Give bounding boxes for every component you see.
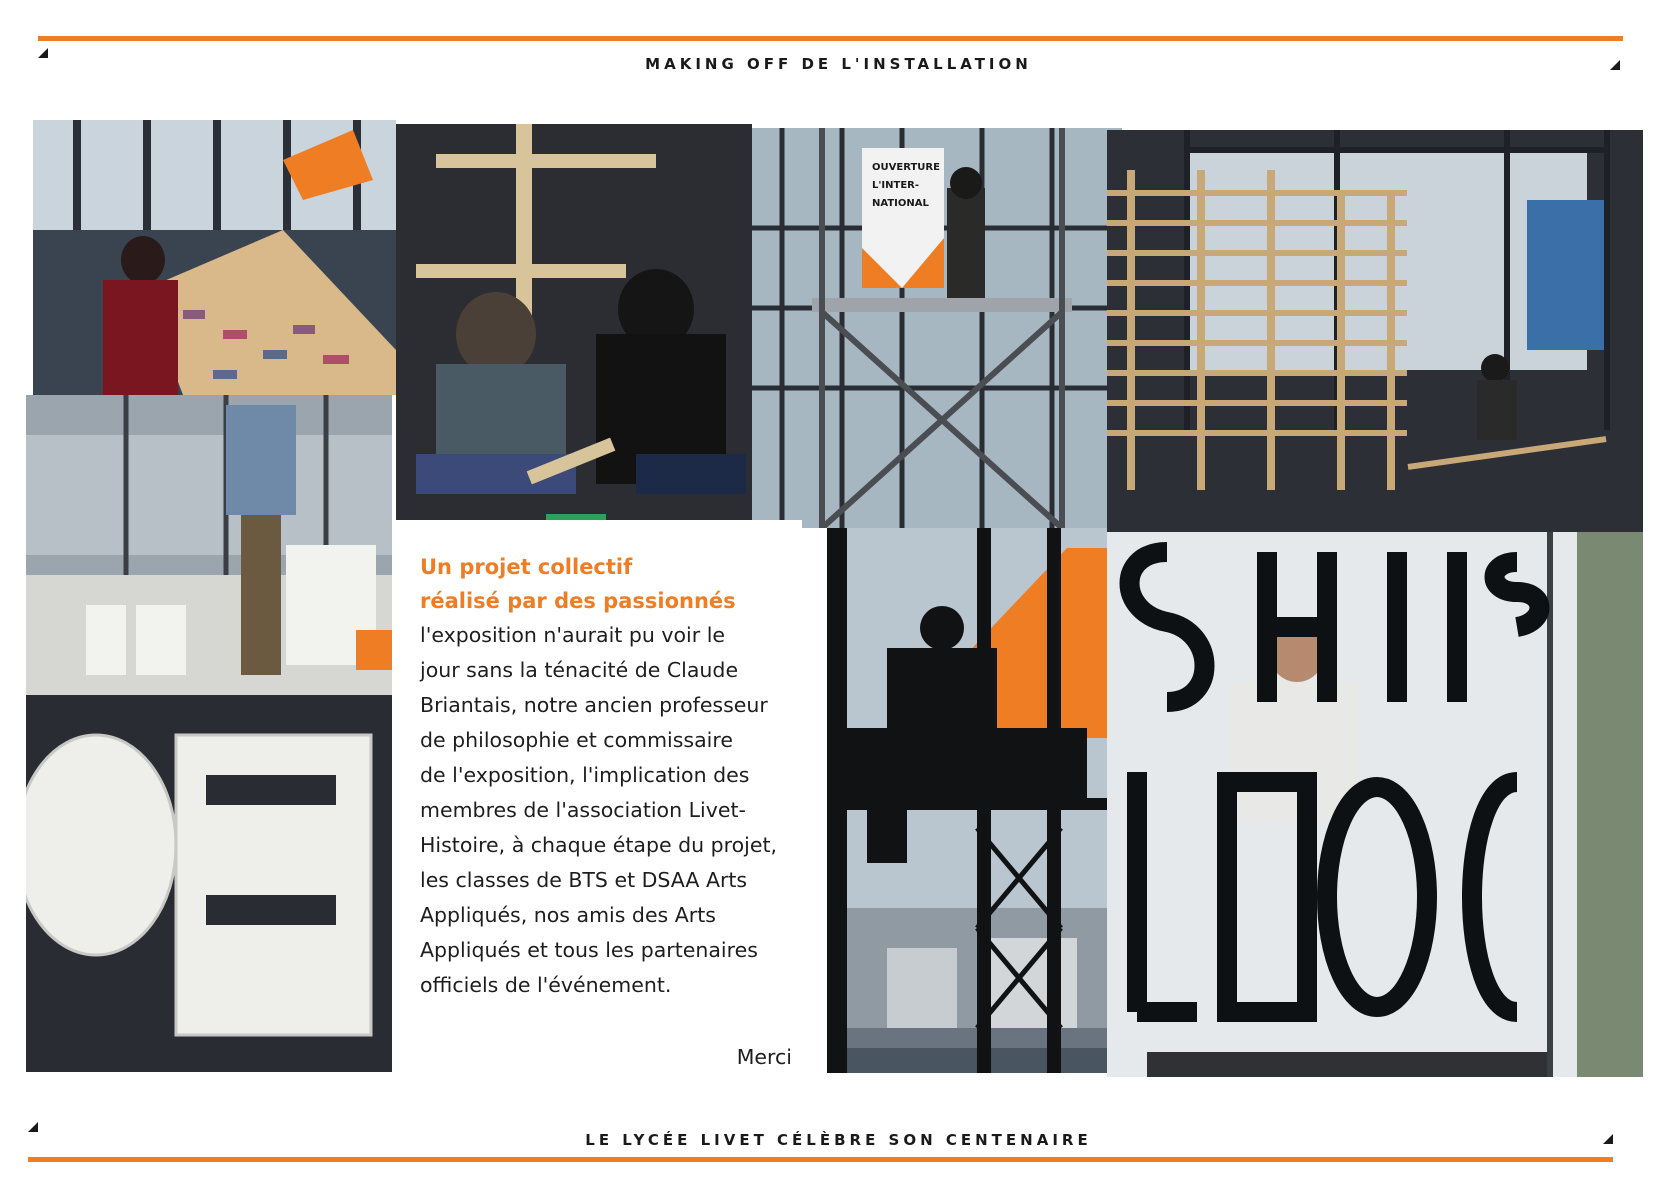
footer-title: LE LYCÉE LIVET CÉLÈBRE SON CENTENAIRE [585,1131,1092,1149]
sign-line-2: L'INTER- [872,180,920,191]
sign-line-1: OUVERTURE [872,162,940,173]
body-line-4: de philosophie et commissaire [420,728,733,752]
headline-line-2: réalisé par des passionnés [420,589,736,613]
photo-scaffold-silhouette [827,528,1107,1073]
article-panel [392,520,802,1080]
photo-table-sorting [33,120,396,395]
photo-window-lettering [1107,532,1643,1077]
photo-wood-structure [1107,130,1643,532]
top-orange-rule [38,36,1623,41]
body-line-3: Briantais, notre ancien professeur [420,693,768,717]
page-title: MAKING OFF DE L'INSTALLATION [645,55,1032,73]
body-line-8: les classes de BTS et DSAA Arts [420,868,748,892]
photo-letters-floor [26,395,392,1072]
photo-scaffold-sign [752,128,1122,528]
body-line-7: Histoire, à chaque étape du projet, [420,833,777,857]
photo-wood-assembly [396,124,752,522]
body-line-5: de l'exposition, l'implication des [420,763,750,787]
body-line-1: l'exposition n'aurait pu voir le [420,623,725,647]
body-line-11: officiels de l'événement. [420,973,672,997]
body-line-2: jour sans la ténacité de Claude [420,658,739,682]
bottom-orange-rule [28,1157,1613,1162]
body-line-10: Appliqués et tous les partenaires [420,938,758,962]
headline-line-1: Un projet collectif [420,555,633,579]
body-line-6: membres de l'association Livet- [420,798,746,822]
article-headline [420,550,736,618]
body-line-9: Appliqués, nos amis des Arts [420,903,716,927]
sign-line-3: NATIONAL [872,198,929,209]
signoff-merci: Merci [736,1045,792,1069]
